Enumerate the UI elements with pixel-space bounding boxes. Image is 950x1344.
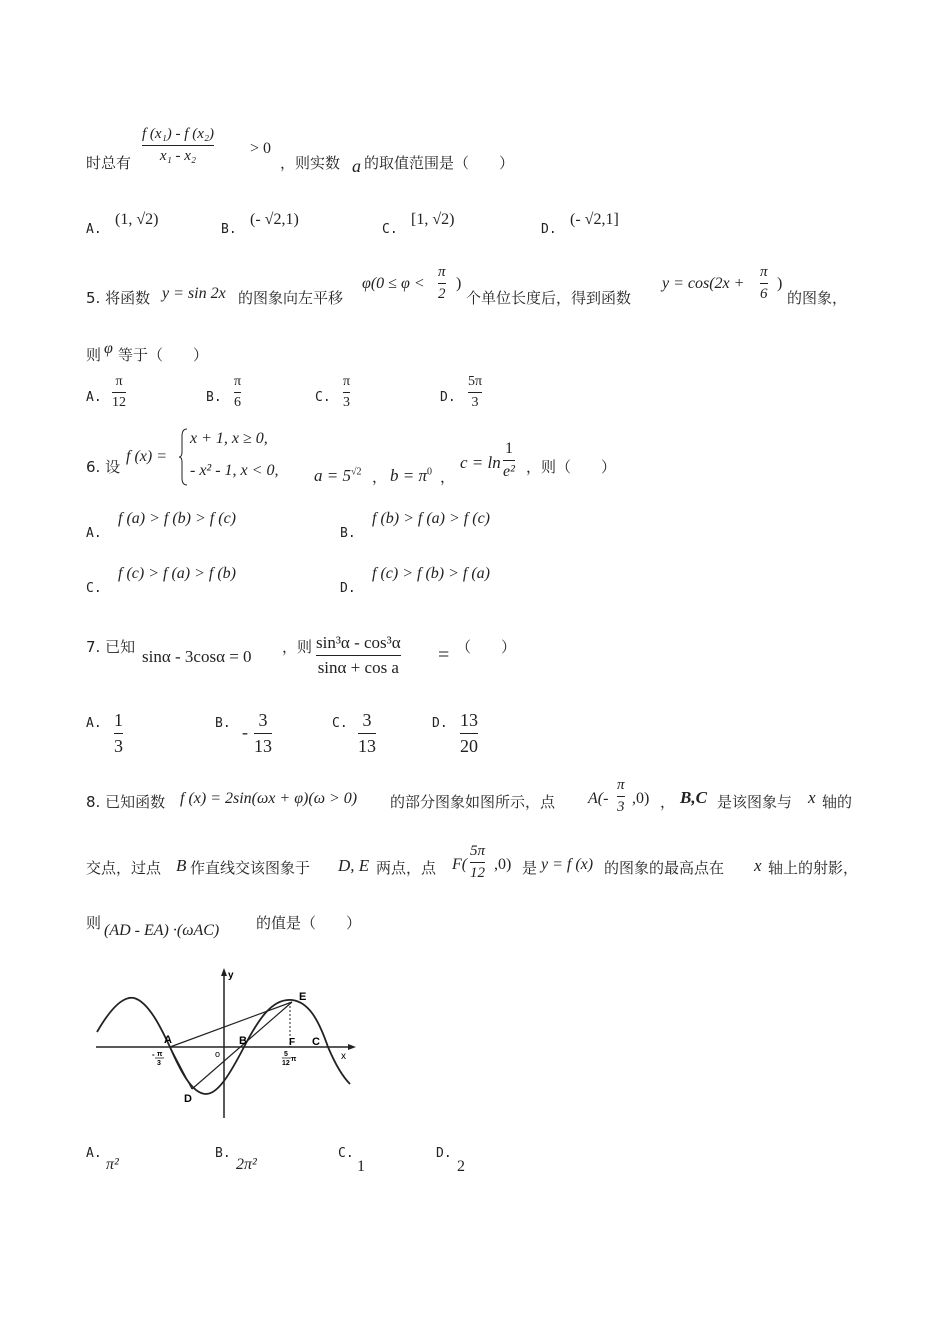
q5-line2-end: 等于（ ） bbox=[118, 346, 209, 364]
q7-cond: sinα - 3cosα = 0 bbox=[142, 647, 252, 666]
q8-line2-a: 交点，过点 bbox=[86, 859, 162, 877]
q4-option-a-label[interactable]: A. bbox=[86, 222, 102, 237]
q7-option-b[interactable]: 3 13 bbox=[254, 710, 272, 756]
tick-left-sign: - bbox=[152, 1050, 155, 1059]
q7-option-c[interactable]: 3 13 bbox=[358, 710, 376, 756]
q8-option-a-label[interactable]: A. bbox=[86, 1146, 102, 1161]
q7-option-b-sign[interactable]: - bbox=[242, 722, 248, 742]
q5-func2-den: 6 bbox=[760, 286, 768, 302]
q8-B: B bbox=[176, 856, 187, 875]
q8-line3-a: 则 bbox=[86, 914, 102, 932]
q6-option-c[interactable]: f (c) > f (a) > f (b) bbox=[118, 565, 236, 582]
q4-option-b[interactable]: (- √2,1) bbox=[250, 211, 299, 228]
y-axis-arrow bbox=[221, 968, 227, 976]
q4-option-a[interactable]: (1, √2) bbox=[115, 211, 159, 228]
q8-pF-frac: 5π 12 bbox=[470, 843, 486, 881]
q8-pA-b: ,0) bbox=[632, 790, 650, 807]
q5-phi-range-a: φ(0 ≤ φ < bbox=[362, 275, 425, 292]
q5-func: y = sin 2x bbox=[162, 285, 226, 302]
q8-pF-a: F( bbox=[452, 856, 468, 873]
q8-mid3: 是该图象与 bbox=[717, 793, 793, 811]
q6-option-d-label[interactable]: D. bbox=[340, 581, 356, 596]
q5-option-d[interactable]: 5π 3 bbox=[468, 374, 483, 410]
q6-c: c = ln bbox=[460, 453, 501, 472]
tick-right-den: 12 bbox=[282, 1060, 290, 1067]
label-y: y bbox=[228, 970, 234, 981]
q5-func2-b: ) bbox=[777, 275, 783, 292]
q8-option-a[interactable]: π² bbox=[106, 1156, 119, 1173]
q7-end: （ ） bbox=[456, 638, 517, 656]
q5-func2-a: y = cos(2x + bbox=[662, 275, 745, 292]
q8-func: f (x) = 2sin(ωx + φ)(ω > 0) bbox=[180, 790, 358, 807]
q5-phi-range-b: ) bbox=[456, 275, 462, 292]
q6-option-d[interactable]: f (c) > f (b) > f (a) bbox=[372, 565, 490, 582]
q6-option-b[interactable]: f (b) > f (a) > f (c) bbox=[372, 510, 490, 527]
q7-option-a[interactable]: 1 3 bbox=[114, 710, 123, 756]
q4-var-a: a bbox=[352, 156, 361, 176]
q5-option-c-label[interactable]: C. bbox=[315, 390, 331, 405]
label-C: C bbox=[312, 1036, 320, 1048]
q6-a: $a = 5^{√2}$ bbox=[314, 466, 362, 485]
q8-pA-a: A(- bbox=[588, 790, 609, 807]
q5-phi-frac-den: 2 bbox=[438, 286, 446, 302]
q6-end: ，则（ ） bbox=[526, 458, 617, 476]
q6-comma-1: ， bbox=[372, 468, 388, 486]
label-E: E bbox=[299, 991, 307, 1003]
label-x: x bbox=[341, 1051, 346, 1062]
q6-option-a-label[interactable]: A. bbox=[86, 526, 102, 541]
q8-line2-f: 轴上的射影， bbox=[768, 859, 859, 877]
tick-right-pi: π bbox=[291, 1056, 297, 1063]
q4-frac-num: f (x₁) - f (x₂) bbox=[142, 126, 215, 142]
q6-case1: x + 1, x ≥ 0, bbox=[190, 430, 268, 447]
q5-end: 的图象， bbox=[787, 289, 848, 307]
q8-lead: 8. 已知函数 bbox=[86, 793, 166, 811]
q6-comma-2: ， bbox=[440, 468, 456, 486]
q5-mid: 的图象向左平移 bbox=[238, 289, 344, 307]
q8-option-b-label[interactable]: B. bbox=[215, 1146, 231, 1161]
q8-line3-b: 的值是（ ） bbox=[256, 914, 362, 932]
q4-frac-den: x₁ - x₂ bbox=[159, 148, 197, 164]
q6-option-a[interactable]: f (a) > f (b) > f (c) bbox=[118, 510, 236, 527]
tick-left-num: π bbox=[157, 1051, 163, 1058]
q8-option-c[interactable]: 1 bbox=[357, 1158, 365, 1175]
q5-option-c[interactable]: π 3 bbox=[343, 374, 351, 410]
q8-line2-c: 两点，点 bbox=[376, 859, 437, 877]
q4-option-c-label[interactable]: C. bbox=[382, 222, 398, 237]
q8-BC: B,C bbox=[680, 788, 707, 807]
q7-fraction: sin³α - cos³α sinα + cos a bbox=[316, 633, 401, 677]
q8-line2-d: 是 bbox=[522, 859, 538, 877]
q5-line2-phi: φ bbox=[104, 340, 113, 357]
q5-mid2: 个单位长度后，得到函数 bbox=[466, 289, 632, 307]
q8-option-b[interactable]: 2π² bbox=[236, 1156, 257, 1173]
line-AE bbox=[170, 1002, 292, 1047]
label-D: D bbox=[184, 1093, 192, 1105]
q8-x1: x bbox=[808, 788, 816, 807]
q6-fx: f (x) = bbox=[126, 448, 167, 465]
q5-option-a[interactable]: π 12 bbox=[112, 374, 126, 410]
q8-option-d[interactable]: 2 bbox=[457, 1158, 465, 1175]
q6-option-b-label[interactable]: B. bbox=[340, 526, 356, 541]
q6-option-c-label[interactable]: C. bbox=[86, 581, 102, 596]
q8-option-d-label[interactable]: D. bbox=[436, 1146, 452, 1161]
q6-case2: - x² - 1, x < 0, bbox=[190, 462, 279, 479]
q4-option-c[interactable]: [1, √2) bbox=[411, 211, 455, 228]
q5-phi-frac-num: π bbox=[438, 264, 446, 280]
q4-option-d[interactable]: (- √2,1] bbox=[570, 211, 619, 228]
q5-line2: 则 bbox=[86, 346, 102, 364]
q6-c-frac: 1 e² bbox=[503, 440, 515, 480]
q7-option-d-label[interactable]: D. bbox=[432, 716, 448, 731]
q8-option-c-label[interactable]: C. bbox=[338, 1146, 354, 1161]
q8-DE: D, E bbox=[338, 856, 370, 875]
label-F: F bbox=[289, 1037, 296, 1048]
tick-left-den: 3 bbox=[157, 1060, 161, 1067]
q8-line2-e: 的图象的最高点在 bbox=[604, 859, 725, 877]
x-axis-arrow bbox=[348, 1044, 356, 1050]
q5-option-b-label[interactable]: B. bbox=[206, 390, 222, 405]
q8-pA-frac: π 3 bbox=[617, 777, 625, 815]
q8-graph bbox=[94, 966, 358, 1120]
q5-lead: 5. 将函数 bbox=[86, 289, 151, 307]
q4-gt0: > 0 bbox=[250, 140, 272, 157]
q8-yfx: y = f (x) bbox=[541, 856, 594, 873]
q5-option-b[interactable]: π 6 bbox=[234, 374, 242, 410]
q6-b: $b = \pi^0$ bbox=[390, 466, 432, 485]
q7-lead: 7. 已知 bbox=[86, 638, 136, 656]
q7-option-b-label[interactable]: B. bbox=[215, 716, 231, 731]
q6-brace bbox=[178, 428, 188, 486]
q8-line2-b: 作直线交该图象于 bbox=[190, 859, 311, 877]
q4-option-d-label[interactable]: D. bbox=[541, 222, 557, 237]
label-A: A bbox=[164, 1034, 172, 1046]
tick-right-num: 5 bbox=[284, 1051, 288, 1058]
q8-mid4: 轴的 bbox=[822, 793, 853, 811]
q5-func2-num: π bbox=[760, 264, 768, 280]
q5-option-a-label[interactable]: A. bbox=[86, 390, 102, 405]
q8-mid2: ， bbox=[660, 793, 676, 811]
q8-x2: x bbox=[754, 856, 762, 875]
q7-option-a-label[interactable]: A. bbox=[86, 716, 102, 731]
q4-rest-a: ，则实数 bbox=[280, 154, 341, 172]
line-AD bbox=[170, 1047, 192, 1089]
q7-mid: ，则 bbox=[282, 638, 313, 656]
q7-option-d[interactable]: 13 20 bbox=[460, 710, 478, 756]
q5-phi-frac bbox=[438, 264, 446, 303]
label-B: B bbox=[239, 1035, 247, 1047]
q8-mid: 的部分图象如图所示，点 bbox=[390, 793, 556, 811]
q4-lead: 时总有 bbox=[86, 154, 132, 172]
label-o: o bbox=[215, 1049, 221, 1059]
q8-expr: (AD - EA) ·(ωAC) bbox=[104, 922, 220, 939]
q5-func2-frac bbox=[760, 264, 768, 303]
q5-option-d-label[interactable]: D. bbox=[440, 390, 456, 405]
q7-eq: = bbox=[438, 644, 450, 666]
q4-fraction bbox=[142, 126, 214, 165]
q6-lead: 6. 设 bbox=[86, 458, 121, 476]
q7-option-c-label[interactable]: C. bbox=[332, 716, 348, 731]
q4-option-b-label[interactable]: B. bbox=[221, 222, 237, 237]
q8-pF-b: ,0) bbox=[494, 856, 512, 873]
q4-rest-b: 的取值范围是（ ） bbox=[364, 154, 515, 172]
